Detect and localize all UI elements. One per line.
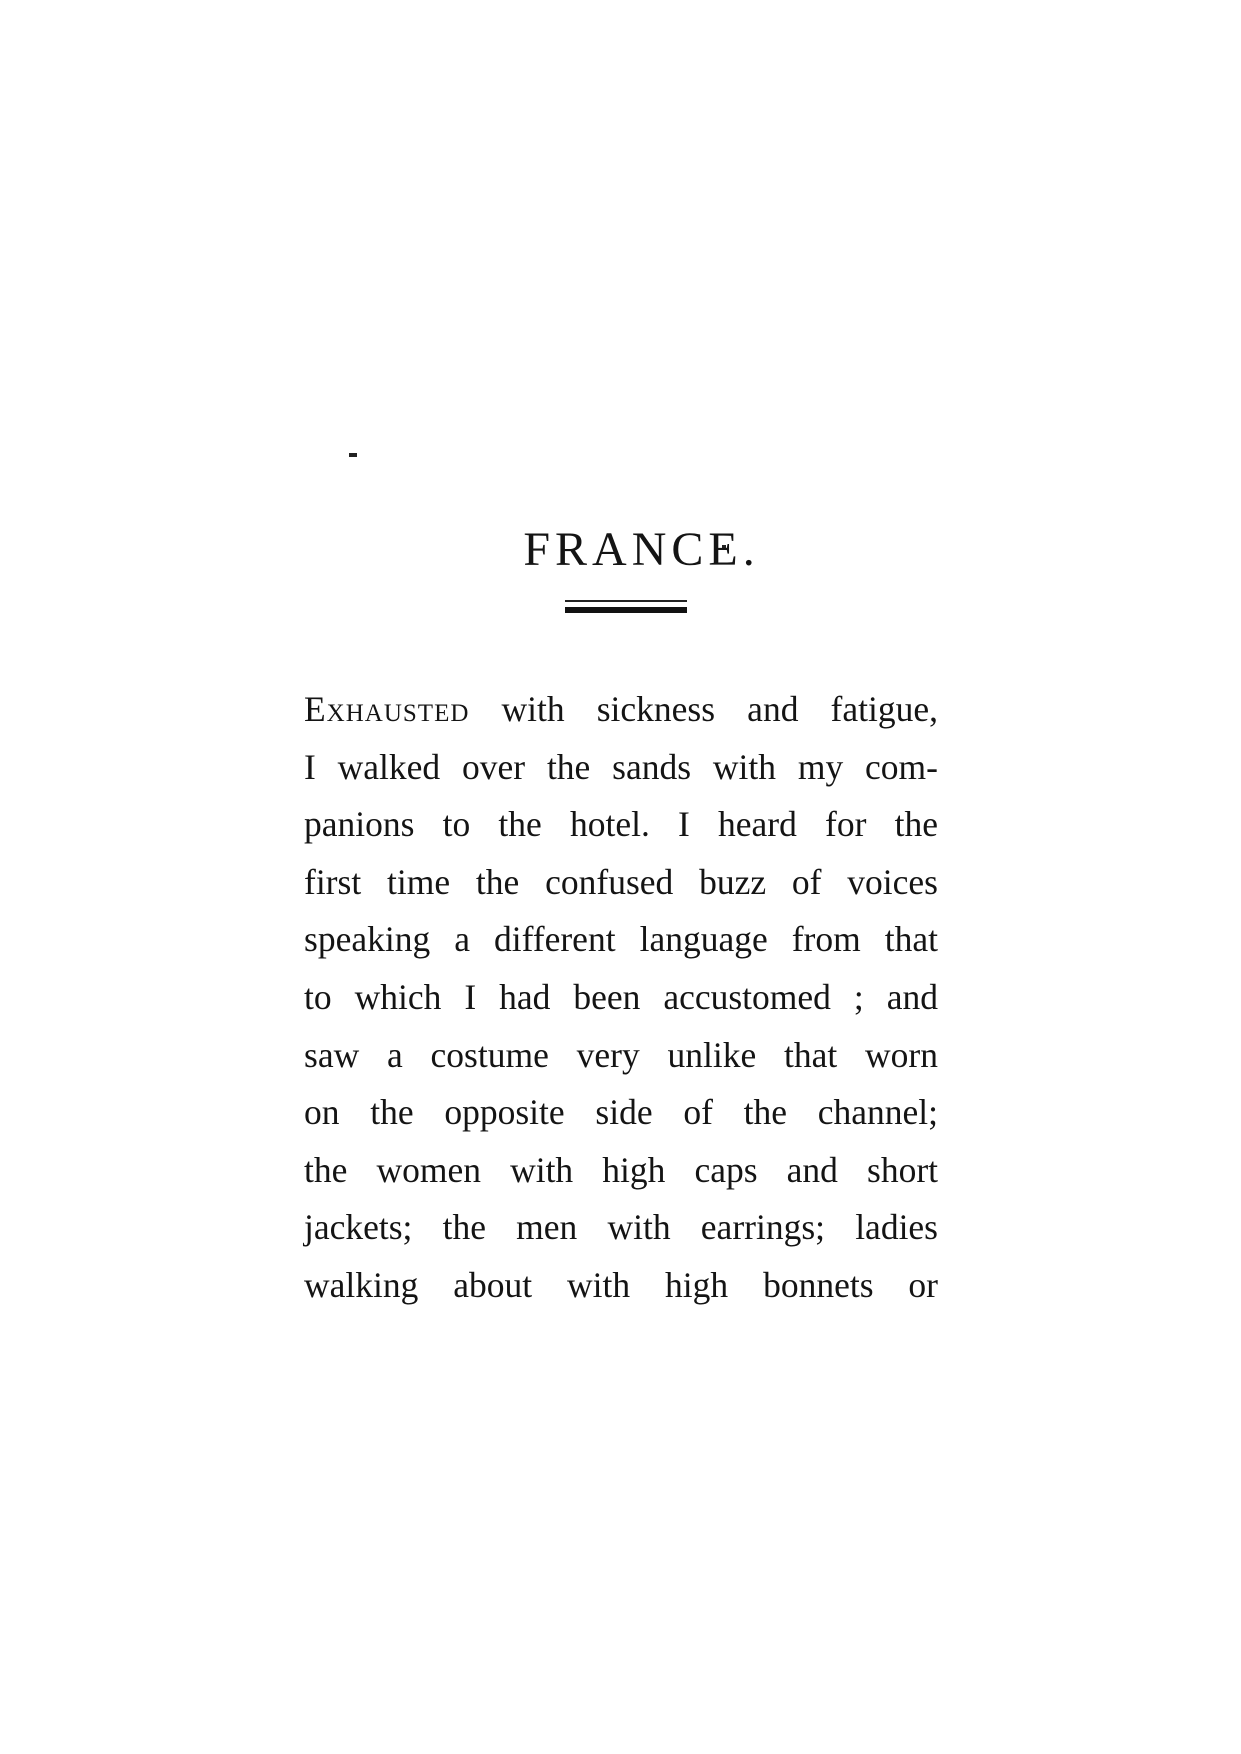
text-line: speaking a different language from that xyxy=(304,919,938,960)
title-rule-thin xyxy=(565,600,687,602)
opening-word: Exhausted xyxy=(304,689,470,729)
text-line: panions to the hotel. I heard for the xyxy=(304,804,938,845)
text-line: first time the confused buzz of voices xyxy=(304,861,938,902)
body-paragraph xyxy=(304,681,938,1315)
text-line: jackets; the men with earrings; ladies xyxy=(304,1207,938,1248)
text-line-first xyxy=(304,681,938,739)
text-line: I walked over the sands with my com- xyxy=(304,746,938,787)
text-line: saw a costume very unlike that worn xyxy=(304,1034,938,1075)
ink-speck xyxy=(349,453,357,457)
text-line: on the opposite side of the channel; xyxy=(304,1092,938,1133)
title-rule-thick xyxy=(565,607,687,613)
text-line: walking about with high bonnets or xyxy=(304,1264,938,1305)
text-line: the women with high caps and short xyxy=(304,1149,938,1190)
chapter-title: FRANCE. xyxy=(523,523,760,577)
text-line: to which I had been accustomed ; and xyxy=(304,976,938,1017)
first-line-rest: with sickness and fatigue, xyxy=(469,689,938,729)
